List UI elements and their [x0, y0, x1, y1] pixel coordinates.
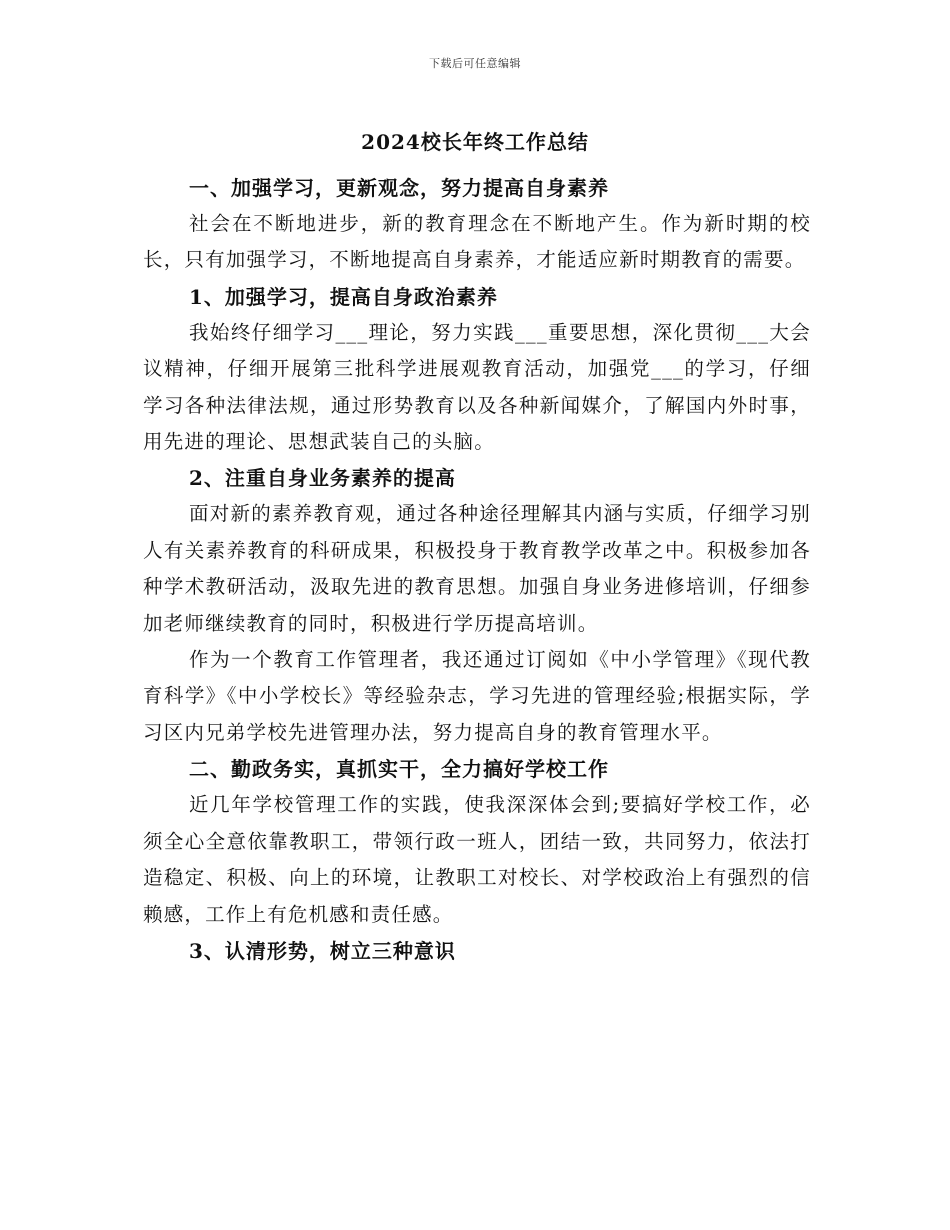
paragraph-4: 作为一个教育工作管理者，我还通过订阅如《中小学管理》《现代教育科学》《中小学校长》等经验杂志，学习先进的管理经验;根据实际，学习区内兄弟学校先进管理办法，努力提高自身的教育管理水平。 [143, 648, 811, 744]
subsection-heading-2: 2、注重自身业务素养的提高 [189, 466, 456, 491]
paragraph-1: 社会在不断地进步，新的教育理念在不断地产生。作为新时期的校长，只有加强学习，不断地提高自身素养，才能适应新时期教育的需要。 [143, 212, 811, 272]
section-heading-2: 二、勤政务实，真抓实干，全力搞好学校工作 [189, 757, 609, 782]
paragraph-5: 近几年学校管理工作的实践，使我深深体会到;要搞好学校工作，必须全心全意依靠教职工，带领行政一班人，团结一致，共同努力，依法打造稳定、积极、向上的环境，让教职工对校长、对学校政治上有强烈的信赖感，工作上有危机感和责任感。 [143, 793, 811, 926]
subsection-heading-1: 1、加强学习，提高自身政治素养 [189, 284, 498, 309]
paragraph-2: 我始终仔细学习___理论，努力实践___重要思想，深化贯彻___大会议精神，仔细开展第三批科学进展观教育活动，加强党___的学习，仔细学习各种法律法规，通过形势教育以及各种新闻媒介，了解国内外时事，用先进的理论、思想武装自己的头脑。 [143, 320, 811, 454]
document-title: 2024校长年终工作总结 [361, 130, 589, 154]
subsection-heading-3: 3、认清形势，树立三种意识 [189, 938, 456, 963]
section-heading-1: 一、加强学习，更新观念，努力提高自身素养 [189, 176, 609, 200]
header-note: 下载后可任意编辑 [429, 57, 521, 70]
paragraph-3: 面对新的素养教育观，通过各种途径理解其内涵与实质，仔细学习别人有关素养教育的科研成果，积极投身于教育教学改革之中。积极参加各种学术教研活动，汲取先进的教育思想。加强自身业务进修培训，仔细参加老师继续教育的同时，积极进行学历提高培训。 [143, 502, 811, 635]
document-body [143, 170, 811, 969]
